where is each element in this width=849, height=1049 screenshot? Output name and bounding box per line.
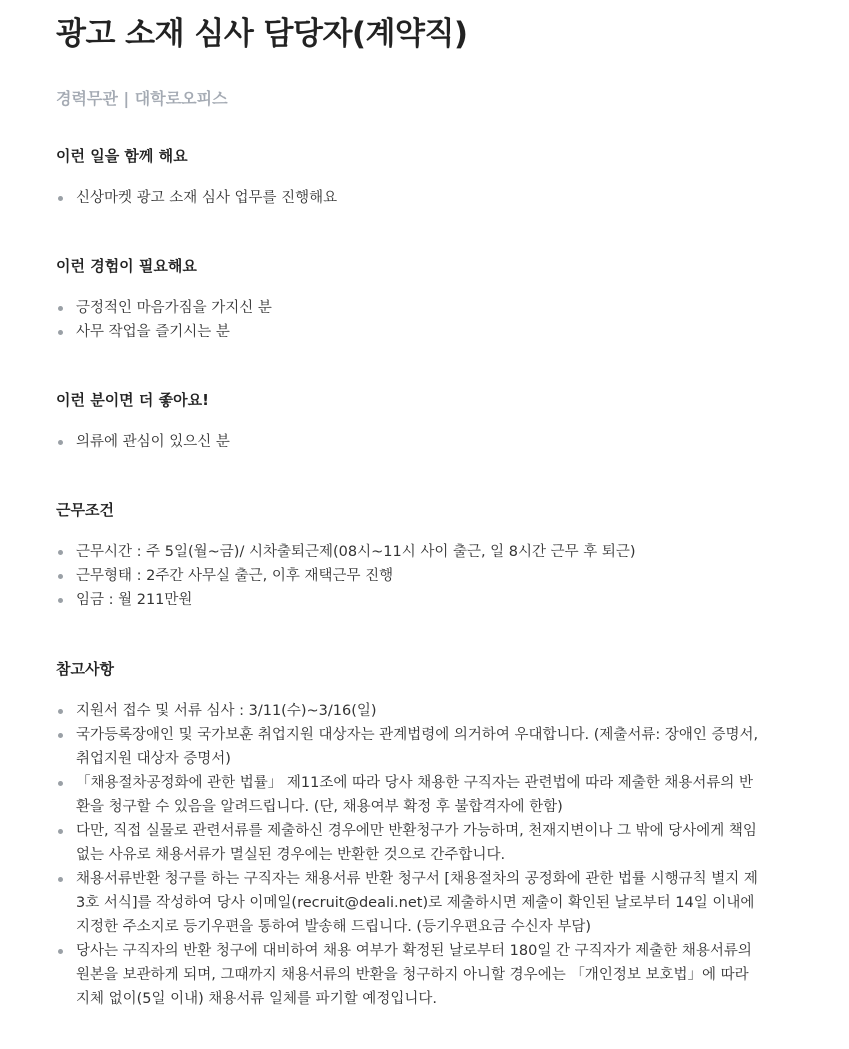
section-preferred	[56, 388, 776, 454]
list-item: 지원서 접수 및 서류 심사 : 3/11(수)~3/16(일)	[56, 699, 766, 723]
section-work-conditions	[56, 498, 776, 612]
list-item: 사무 작업을 즐기시는 분	[56, 320, 766, 344]
list-item: 의류에 관심이 있으신 분	[56, 430, 766, 454]
bullet-list	[56, 699, 776, 1011]
list-item: 다만, 직접 실물로 관련서류를 제출하신 경우에만 반환청구가 가능하며, 천재지변이나 그 밖에 당사에게 책임없는 사유로 채용서류가 멸실된 경우에는 반환한 것으로 간주합니다.	[56, 819, 766, 867]
list-item: 긍정적인 마음가짐을 가지신 분	[56, 296, 766, 320]
section-main-tasks	[56, 144, 776, 210]
bullet-list	[56, 540, 776, 612]
list-item: 근무형태 : 2주간 사무실 출근, 이후 재택근무 진행	[56, 564, 766, 588]
job-title: 광고 소재 심사 담당자(계약직)	[56, 16, 468, 52]
bullet-list	[56, 430, 776, 454]
section-heading: 참고사항	[56, 660, 114, 678]
list-item: 「채용절차공정화에 관한 법률」 제11조에 따라 당사 채용한 구직자는 관련법에 따라 제출한 채용서류의 반환을 청구할 수 있음을 알려드립니다. (단, 채용여부 확정 후 불합격자에 한함)	[56, 771, 766, 819]
list-item: 신상마켓 광고 소재 심사 업무를 진행해요	[56, 186, 766, 210]
job-subtitle: 경력무관 | 대학로오피스	[56, 89, 228, 108]
list-item: 근무시간 : 주 5일(월~금)/ 시차출퇴근제(08시~11시 사이 출근, 일 8시간 근무 후 퇴근)	[56, 540, 766, 564]
bullet-list	[56, 186, 776, 210]
section-heading: 이런 일을 함께 해요	[56, 147, 188, 165]
bullet-list	[56, 296, 776, 344]
section-heading: 이런 분이면 더 좋아요!	[56, 391, 209, 409]
section-heading: 이런 경험이 필요해요	[56, 257, 197, 275]
list-item: 채용서류반환 청구를 하는 구직자는 채용서류 반환 청구서 [채용절차의 공정화에 관한 법률 시행규칙 별지 제3호 서식]를 작성하여 당사 이메일(recruit@deali.net)로 제출하시면 제출이 확인된 날로부터 14일 이내에 지정한 주소지로 등기우편을 통하여 발송해 드립니다. (등기우편요금 수신자 부담)	[56, 867, 766, 939]
list-item: 당사는 구직자의 반환 청구에 대비하여 채용 여부가 확정된 날로부터 180일 간 구직자가 제출한 채용서류의 원본을 보관하게 되며, 그때까지 채용서류의 반환을 청구하지 아니할 경우에는 「개인정보 보호법」에 따라 지체 없이(5일 이내) 채용서류 일체를 파기할 예정입니다.	[56, 939, 766, 1011]
section-requirements	[56, 254, 776, 344]
list-item: 임금 : 월 211만원	[56, 588, 766, 612]
section-notes	[56, 657, 776, 1011]
section-heading: 근무조건	[56, 501, 114, 519]
list-item: 국가등록장애인 및 국가보훈 취업지원 대상자는 관계법령에 의거하여 우대합니다. (제출서류: 장애인 증명서, 취업지원 대상자 증명서)	[56, 723, 766, 771]
